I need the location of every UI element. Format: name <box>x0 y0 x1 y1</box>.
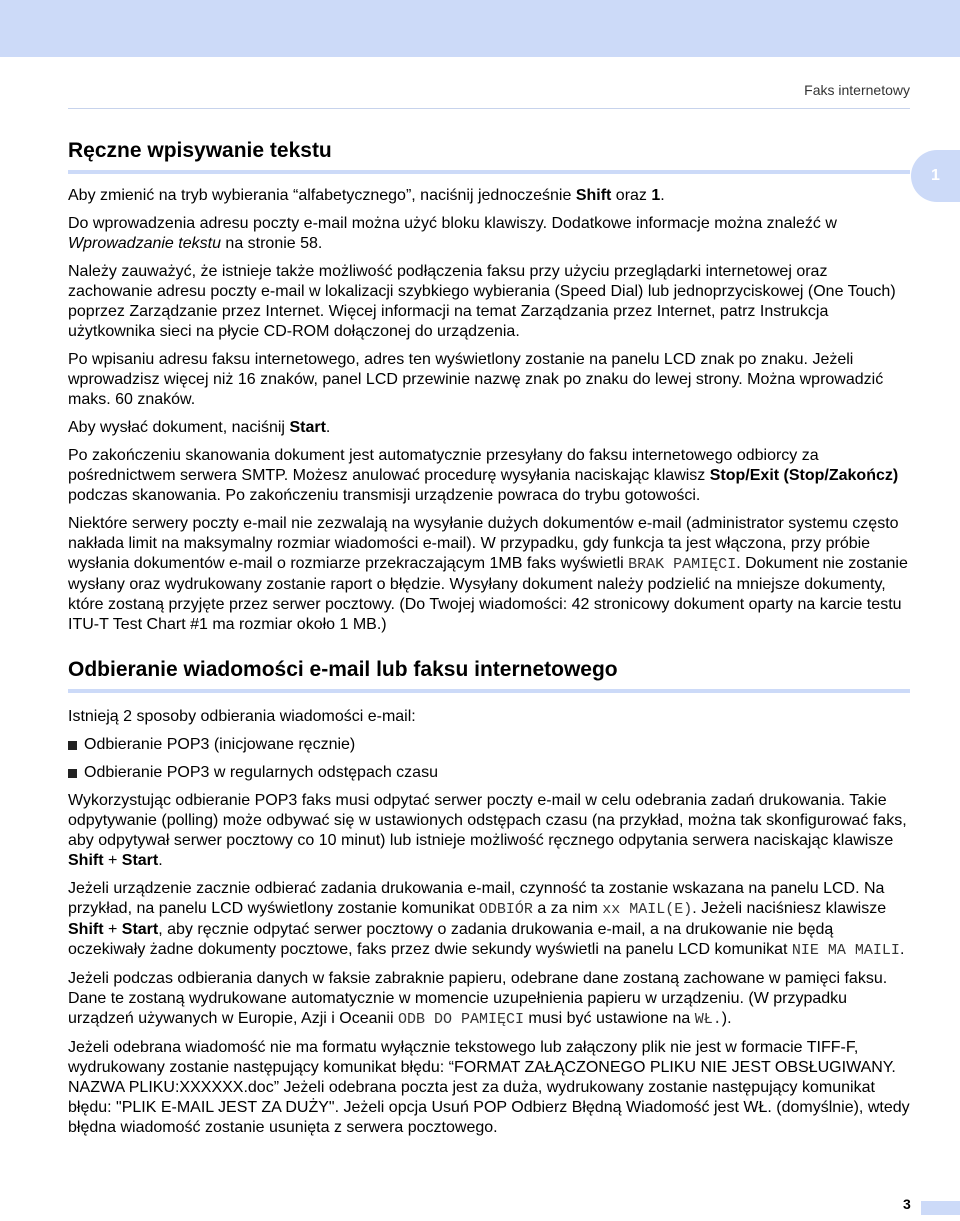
lcd-message: xx MAIL(E) <box>602 901 693 918</box>
paragraph-size-limit: Niektóre serwery poczty e-mail nie zezwalają na wysyłanie dużych dokumentów e-mail (administrator systemu często nakłada limit na maksymalny rozmiar wiadomości e-mail). W przypadku, gdy funkcja ta jest włączona, przy próbie wysłania dokumentów e-mail o rozmiarze przekraczającym 1MB faks wyświetli BRAK PAMIĘCI. Dokument nie zostanie wysłany oraz wydrukowany zostanie raport o błędzie. Wysyłany dokument należy podzielić na mniejsze dokumenty, które zostaną przyjęte przez serwer pocztowy. (Do Twojej wiadomości: 42 stronicowy dokument oparty na karcie testu ITU-T Test Chart #1 ma rozmiar około 1 MB.) <box>68 515 908 633</box>
list-item: Odbieranie POP3 (inicjowane ręcznie) <box>68 735 910 755</box>
top-banner <box>0 0 960 57</box>
paragraph-keypad: Do wprowadzenia adresu poczty e-mail można użyć bloku klawiszy. Dodatkowe informacje można znaleźć w Wprowadzanie tekstu na stronie 58. <box>68 215 837 252</box>
footer-bar <box>921 1201 960 1215</box>
lcd-message: WŁ. <box>694 1011 722 1028</box>
paragraph-intro: Istnieją 2 sposoby odbierania wiadomości e-mail: <box>68 708 416 725</box>
lcd-message: BRAK PAMIĘCI <box>628 556 737 573</box>
running-header: Faks internetowy <box>804 82 910 98</box>
lcd-message: ODB DO PAMIĘCI <box>397 1011 524 1028</box>
paragraph-send: Aby wysłać dokument, naciśnij Start. <box>68 419 331 436</box>
lcd-message: NIE MA MAILI <box>791 942 900 959</box>
square-bullet-icon <box>68 741 77 750</box>
section-rule <box>68 689 910 693</box>
section-heading-manual-entry: Ręczne wpisywanie tekstu <box>68 139 332 162</box>
page-number: 3 <box>903 1196 911 1212</box>
header-divider <box>68 108 910 109</box>
chapter-tab: 1 <box>911 150 960 202</box>
key-1: 1 <box>651 187 661 204</box>
list-item: Odbieranie POP3 w regularnych odstępach czasu <box>68 763 910 783</box>
document-body <box>68 138 910 1146</box>
key-shift: Shift <box>575 187 612 204</box>
paragraph-polling: Wykorzystując odbieranie POP3 faks musi odpytać serwer poczty e-mail w celu odebrania zadań drukowania. Takie odpytywanie (polling) może odbywać się w ustawionych odstępach czasu (na przykład, można tak skonfigurować faks, aby odpytywał serwer pocztowy co 10 minut) lub istnieje możliwość ręcznego odpytania serwera naciskając klawisze Shift + Start. <box>68 792 907 869</box>
square-bullet-icon <box>68 769 77 778</box>
paragraph-out-of-paper: Jeżeli podczas odbierania danych w faksie zabraknie papieru, odebrane dane zostaną zachowane w pamięci faksu. Dane te zostaną wydrukowane automatycznie w momencie uzupełnienia papieru w urządzeniu. (W przypadku urządzeń używanych w Europie, Azji i Oceanii ODB DO PAMIĘCI musi być ustawione na WŁ.). <box>68 970 888 1028</box>
paragraph-lcd-display: Po wpisaniu adresu faksu internetowego, adres ten wyświetlony zostanie na panelu LCD znak po znaku. Jeżeli wprowadzisz więcej niż 16 znaków, panel LCD przewinie nazwę znak po znaku do lewej strony. Można wprowadzić maks. 60 znaków. <box>68 351 884 408</box>
key-stop-exit: Stop/Exit (Stop/Zakończ) <box>709 467 899 484</box>
lcd-message: ODBIÓR <box>478 901 533 918</box>
key-start: Start <box>289 419 326 436</box>
paragraph-lcd-receive: Jeżeli urządzenie zacznie odbierać zadania drukowania e-mail, czynność ta zostanie wskazana na panelu LCD. Na przykład, na panelu LCD wyświetlony zostanie komunikat ODBIÓR a za nim xx MAIL(E). Jeżeli naciśniesz klawisze Shift + Start, aby ręcznie odpytać serwer pocztowy o zadania drukowania e-mail, a na drukowanie nie będą oczekiwały żadne dokumenty pocztowe, faks przez dwie sekundy wyświetli na panelu LCD komunikat NIE MA MAILI. <box>68 880 905 959</box>
paragraph-alpha-mode: Aby zmienić na tryb wybierania “alfabetycznego”, naciśnij jednocześnie Shift oraz 1. <box>68 187 665 204</box>
section-rule <box>68 170 910 174</box>
cross-reference: Wprowadzanie tekstu <box>68 235 221 252</box>
paragraph-errors: Jeżeli odebrana wiadomość nie ma formatu wyłącznie tekstowego lub załączony plik nie jest w formacie TIFF-F, wydrukowany zostanie następujący komunikat błędu: “FORMAT ZAŁĄCZONEGO PLIKU NIE JEST OBSŁUGIWANY. NAZWA PLIKU:XXXXXX.doc” Jeżeli odebrana poczta jest za duża, wydrukowany zostanie następujący komunikat błędu: "PLIK E-MAIL JEST ZA DUŻY". Jeżeli opcja Usuń POP Odbierz Błędną Wiadomość jest WŁ. (domyślnie), wtedy błędna wiadomość zostanie usunięta z serwera pocztowego. <box>68 1039 910 1136</box>
paragraph-smtp: Po zakończeniu skanowania dokument jest automatycznie przesyłany do faksu internetowego odbiorcy za pośrednictwem serwera SMTP. Możesz anulować procedurę wysyłania naciskając klawisz Stop/Exit (Stop/Zakończ) podczas skanowania. Po zakończeniu transmisji urządzenie powraca do trybu gotowości. <box>68 447 899 504</box>
paragraph-web-management: Należy zauważyć, że istnieje także możliwość podłączenia faksu przy użyciu przeglądarki internetowej oraz zachowanie adresu poczty e-mail w lokalizacji szybkiego wybierania (Speed Dial) lub jednoprzyciskowej (One Touch) poprzez Zarządzanie przez Internet. Więcej informacji na temat Zarządzania przez Internet, patrz Instrukcja użytkownika sieci na płycie CD-ROM dołączonej do urządzenia. <box>68 263 896 340</box>
section-heading-receiving: Odbieranie wiadomości e-mail lub faksu internetowego <box>68 658 618 681</box>
